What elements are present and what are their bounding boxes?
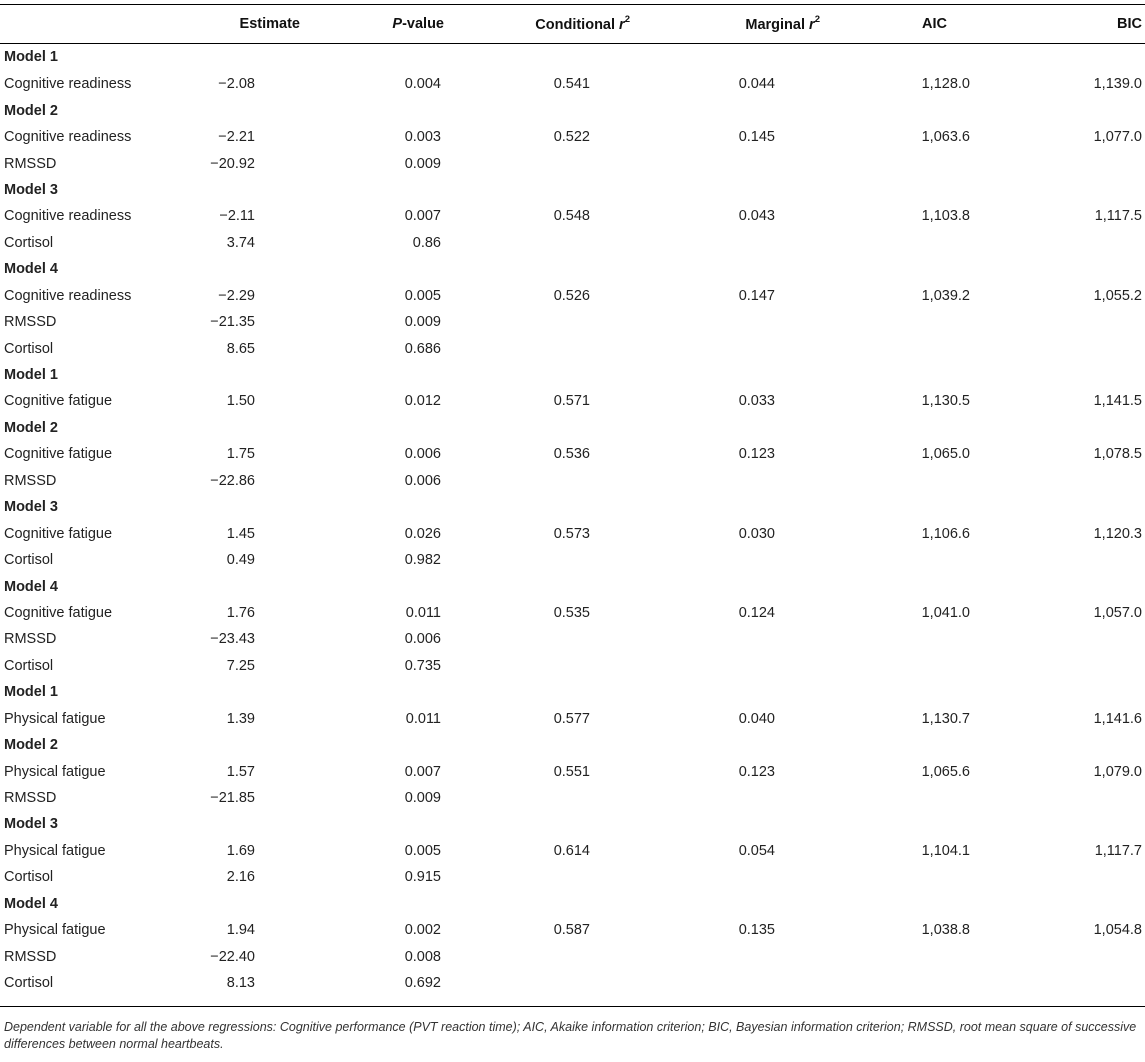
model-heading: Model 2 — [4, 737, 58, 754]
cell-p-value: 0.026 — [404, 525, 441, 542]
cell-bic — [975, 626, 1145, 652]
cell-bic — [975, 785, 1145, 811]
cell-marginal-r2 — [630, 626, 825, 652]
cell-p-value: 0.686 — [404, 340, 441, 357]
cell-aic: 1,128.0 — [921, 76, 970, 93]
cell-p-value: 0.004 — [404, 76, 441, 93]
model-heading: Model 1 — [4, 49, 58, 65]
cell-marginal-r2: 0.124 — [738, 604, 775, 621]
row-label: Cortisol — [4, 552, 54, 569]
cell-estimate: 1.76 — [226, 604, 255, 621]
cell-p-value: 0.011 — [405, 710, 441, 727]
cell-bic: 1,139.0 — [1093, 76, 1142, 93]
model-heading: Model 4 — [4, 261, 58, 278]
cell-aic: 1,130.7 — [921, 710, 970, 727]
table-row — [0, 309, 1145, 335]
table-row — [0, 203, 1145, 229]
row-label: RMSSD — [4, 790, 57, 807]
cell-estimate: 7.25 — [226, 657, 255, 674]
cell-bic: 1,078.5 — [1093, 446, 1142, 463]
model-heading-row — [0, 494, 1145, 520]
row-label: Physical fatigue — [4, 763, 106, 780]
cell-estimate: 1.75 — [226, 446, 255, 463]
cell-bic: 1,120.3 — [1093, 525, 1142, 542]
table-row — [0, 388, 1145, 414]
cell-conditional-r2 — [450, 547, 630, 573]
cell-p-value: 0.009 — [404, 155, 441, 172]
cell-conditional-r2 — [450, 785, 630, 811]
cell-aic: 1,065.6 — [921, 763, 970, 780]
cell-aic: 1,063.6 — [921, 129, 970, 146]
cell-marginal-r2 — [630, 230, 825, 256]
table-body — [0, 43, 1145, 996]
cell-estimate: 1.57 — [226, 763, 255, 780]
cell-bic — [975, 943, 1145, 969]
model-heading: Model 3 — [4, 181, 58, 198]
cell-aic: 1,065.0 — [921, 446, 970, 463]
cell-estimate: −23.43 — [210, 631, 255, 648]
cell-aic — [825, 547, 975, 573]
cell-bic — [975, 150, 1145, 176]
row-label: Cognitive readiness — [4, 129, 132, 146]
cell-marginal-r2 — [630, 864, 825, 890]
regression-results-table — [0, 4, 1145, 996]
cell-estimate: 1.39 — [226, 710, 255, 727]
cell-marginal-r2: 0.123 — [738, 763, 775, 780]
table-row — [0, 970, 1145, 996]
cell-aic — [825, 653, 975, 679]
cell-p-value: 0.008 — [404, 948, 441, 965]
cell-estimate: −20.92 — [210, 155, 255, 172]
cell-bic — [975, 468, 1145, 494]
cell-marginal-r2: 0.147 — [738, 287, 775, 304]
cell-marginal-r2: 0.054 — [738, 842, 775, 859]
cell-p-value: 0.011 — [405, 604, 441, 621]
cell-conditional-r2: 0.541 — [553, 76, 590, 93]
cell-aic — [825, 468, 975, 494]
cell-bic: 1,079.0 — [1093, 763, 1142, 780]
header-p-value-rest: -value — [402, 15, 444, 32]
table-bottom-rule — [0, 1006, 1145, 1007]
cell-bic: 1,117.7 — [1094, 842, 1142, 859]
cell-conditional-r2: 0.548 — [553, 208, 590, 225]
cell-aic: 1,041.0 — [921, 604, 970, 621]
cell-conditional-r2: 0.526 — [553, 287, 590, 304]
cell-p-value: 0.007 — [404, 208, 441, 225]
model-heading: Model 2 — [4, 419, 58, 436]
cell-marginal-r2 — [630, 653, 825, 679]
cell-estimate: −2.29 — [218, 287, 255, 304]
table-row — [0, 838, 1145, 864]
cell-aic — [825, 864, 975, 890]
row-label: Cognitive fatigue — [4, 446, 113, 463]
cell-p-value: 0.006 — [404, 446, 441, 463]
cell-p-value: 0.003 — [404, 129, 441, 146]
cell-p-value: 0.007 — [404, 763, 441, 780]
model-heading-row — [0, 177, 1145, 203]
cell-bic — [975, 230, 1145, 256]
cell-conditional-r2: 0.551 — [553, 763, 590, 780]
header-marginal-r: r — [809, 16, 815, 33]
cell-aic — [825, 230, 975, 256]
header-p-value-italic: P — [392, 15, 403, 32]
cell-bic — [975, 547, 1145, 573]
cell-bic: 1,141.5 — [1093, 393, 1142, 410]
cell-aic — [825, 626, 975, 652]
cell-aic: 1,130.5 — [921, 393, 970, 410]
cell-conditional-r2: 0.571 — [553, 393, 590, 410]
table-row — [0, 230, 1145, 256]
cell-p-value: 0.009 — [404, 790, 441, 807]
table-header-row — [0, 4, 1145, 43]
model-heading-row — [0, 811, 1145, 837]
table-row — [0, 706, 1145, 732]
row-label: RMSSD — [4, 314, 57, 331]
cell-conditional-r2 — [450, 309, 630, 335]
cell-marginal-r2: 0.145 — [738, 129, 775, 146]
cell-marginal-r2: 0.135 — [738, 922, 775, 939]
cell-estimate: 1.94 — [226, 922, 255, 939]
table-row — [0, 335, 1145, 361]
cell-p-value: 0.915 — [404, 869, 441, 886]
table-row — [0, 71, 1145, 97]
row-label: Cortisol — [4, 340, 54, 357]
row-label: Physical fatigue — [4, 922, 106, 939]
model-heading-row — [0, 43, 1145, 71]
table-row — [0, 785, 1145, 811]
cell-marginal-r2 — [630, 970, 825, 996]
model-heading: Model 1 — [4, 684, 58, 701]
cell-bic — [975, 335, 1145, 361]
cell-aic — [825, 150, 975, 176]
table-row — [0, 547, 1145, 573]
cell-bic — [975, 309, 1145, 335]
table-row — [0, 864, 1145, 890]
table-row — [0, 150, 1145, 176]
cell-p-value: 0.982 — [404, 552, 441, 569]
table-footnote: Dependent variable for all the above regressions: Cognitive performance (PVT reaction time); AIC, Akaike information criterion; BIC, Bayesian information criterion; RMSSD, root mean square of successive differences between normal heartbeats. — [4, 1020, 1137, 1051]
table-row — [0, 600, 1145, 626]
cell-bic — [975, 653, 1145, 679]
model-heading: Model 3 — [4, 499, 58, 516]
row-label: Cortisol — [4, 234, 54, 251]
cell-estimate: 1.45 — [226, 525, 255, 542]
model-heading: Model 4 — [4, 895, 58, 912]
cell-p-value: 0.005 — [404, 287, 441, 304]
cell-p-value: 0.006 — [404, 631, 441, 648]
cell-estimate: 2.16 — [226, 869, 255, 886]
cell-estimate: 1.50 — [226, 393, 255, 410]
cell-marginal-r2: 0.043 — [738, 208, 775, 225]
row-label: RMSSD — [4, 472, 57, 489]
cell-aic: 1,106.6 — [921, 525, 970, 542]
row-label: Cognitive readiness — [4, 76, 132, 93]
cell-bic: 1,117.5 — [1094, 208, 1142, 225]
cell-marginal-r2 — [630, 150, 825, 176]
table-row — [0, 468, 1145, 494]
table-row — [0, 626, 1145, 652]
cell-estimate: 3.74 — [226, 234, 255, 251]
model-heading: Model 1 — [4, 367, 58, 384]
model-heading-row — [0, 573, 1145, 599]
table-row — [0, 758, 1145, 784]
row-label: Cortisol — [4, 657, 54, 674]
table-row — [0, 943, 1145, 969]
cell-marginal-r2 — [630, 785, 825, 811]
cell-marginal-r2: 0.044 — [738, 76, 775, 93]
cell-conditional-r2 — [450, 626, 630, 652]
cell-estimate: 8.65 — [226, 340, 255, 357]
cell-conditional-r2 — [450, 653, 630, 679]
cell-conditional-r2: 0.587 — [553, 922, 590, 939]
cell-p-value: 0.005 — [404, 842, 441, 859]
cell-bic: 1,054.8 — [1093, 922, 1142, 939]
cell-marginal-r2 — [630, 309, 825, 335]
header-variable — [0, 4, 210, 43]
header-estimate: Estimate — [239, 15, 300, 32]
header-conditional-r: r — [619, 16, 625, 33]
cell-estimate: −22.40 — [210, 948, 255, 965]
cell-bic: 1,077.0 — [1093, 129, 1142, 146]
cell-aic: 1,104.1 — [921, 842, 970, 859]
cell-marginal-r2: 0.123 — [738, 446, 775, 463]
cell-aic — [825, 970, 975, 996]
cell-aic — [825, 943, 975, 969]
cell-p-value: 0.692 — [404, 975, 441, 992]
row-label: Cortisol — [4, 975, 54, 992]
cell-bic — [975, 970, 1145, 996]
cell-bic: 1,141.6 — [1093, 710, 1142, 727]
cell-bic: 1,055.2 — [1093, 287, 1142, 304]
cell-conditional-r2 — [450, 230, 630, 256]
cell-conditional-r2 — [450, 150, 630, 176]
model-heading: Model 4 — [4, 578, 58, 595]
row-label: Cognitive fatigue — [4, 525, 113, 542]
cell-estimate: −21.35 — [210, 314, 255, 331]
row-label: RMSSD — [4, 631, 57, 648]
cell-p-value: 0.735 — [404, 657, 441, 674]
row-label: Cognitive fatigue — [4, 604, 113, 621]
cell-conditional-r2: 0.577 — [553, 710, 590, 727]
cell-conditional-r2 — [450, 335, 630, 361]
cell-bic — [975, 864, 1145, 890]
cell-estimate: −21.85 — [210, 790, 255, 807]
table-row — [0, 520, 1145, 546]
model-heading-row — [0, 256, 1145, 282]
cell-conditional-r2: 0.535 — [553, 604, 590, 621]
cell-aic — [825, 785, 975, 811]
header-conditional-r2 — [450, 4, 630, 43]
cell-bic: 1,057.0 — [1093, 604, 1142, 621]
cell-aic: 1,103.8 — [921, 208, 970, 225]
row-label: Cognitive fatigue — [4, 393, 113, 410]
header-marginal-r2 — [630, 4, 825, 43]
cell-marginal-r2 — [630, 468, 825, 494]
cell-conditional-r2 — [450, 468, 630, 494]
cell-conditional-r2: 0.614 — [553, 842, 590, 859]
header-bic: BIC — [1117, 15, 1142, 32]
cell-estimate: 1.69 — [226, 842, 255, 859]
cell-conditional-r2: 0.522 — [553, 129, 590, 146]
cell-p-value: 0.009 — [404, 314, 441, 331]
table-row — [0, 283, 1145, 309]
model-heading-row — [0, 97, 1145, 123]
cell-estimate: −2.11 — [219, 208, 255, 225]
cell-marginal-r2 — [630, 547, 825, 573]
model-heading: Model 2 — [4, 102, 58, 119]
row-label: Cortisol — [4, 869, 54, 886]
cell-conditional-r2: 0.536 — [553, 446, 590, 463]
cell-conditional-r2 — [450, 970, 630, 996]
table-row — [0, 124, 1145, 150]
row-label: RMSSD — [4, 155, 57, 172]
model-heading: Model 3 — [4, 816, 58, 833]
cell-marginal-r2 — [630, 335, 825, 361]
cell-estimate: −2.21 — [218, 129, 255, 146]
table-row — [0, 917, 1145, 943]
cell-conditional-r2: 0.573 — [553, 525, 590, 542]
cell-marginal-r2: 0.030 — [738, 525, 775, 542]
header-conditional-text: Conditional — [535, 16, 620, 33]
cell-conditional-r2 — [450, 864, 630, 890]
row-label: Physical fatigue — [4, 710, 106, 727]
cell-marginal-r2: 0.040 — [738, 710, 775, 727]
cell-aic: 1,038.8 — [921, 922, 970, 939]
header-p-value — [300, 4, 450, 43]
cell-aic — [825, 335, 975, 361]
cell-aic: 1,039.2 — [921, 287, 970, 304]
cell-p-value: 0.86 — [412, 234, 441, 251]
cell-conditional-r2 — [450, 943, 630, 969]
cell-estimate: −2.08 — [218, 76, 255, 93]
table-row — [0, 653, 1145, 679]
model-heading-row — [0, 891, 1145, 917]
row-label: RMSSD — [4, 948, 57, 965]
cell-p-value: 0.002 — [404, 922, 441, 939]
cell-marginal-r2 — [630, 943, 825, 969]
row-label: Cognitive readiness — [4, 287, 132, 304]
cell-estimate: 0.49 — [226, 552, 255, 569]
table-row — [0, 441, 1145, 467]
model-heading-row — [0, 415, 1145, 441]
header-conditional-sup: 2 — [624, 13, 630, 25]
cell-estimate: 8.13 — [226, 975, 255, 992]
row-label: Cognitive readiness — [4, 208, 132, 225]
model-heading-row — [0, 362, 1145, 388]
model-heading-row — [0, 679, 1145, 705]
row-label: Physical fatigue — [4, 842, 106, 859]
header-marginal-sup: 2 — [814, 13, 820, 25]
model-heading-row — [0, 732, 1145, 758]
cell-aic — [825, 309, 975, 335]
cell-p-value: 0.006 — [404, 472, 441, 489]
header-marginal-text: Marginal — [745, 16, 810, 33]
header-aic: AIC — [922, 15, 947, 32]
cell-p-value: 0.012 — [404, 393, 441, 410]
cell-marginal-r2: 0.033 — [738, 393, 775, 410]
cell-estimate: −22.86 — [210, 472, 255, 489]
